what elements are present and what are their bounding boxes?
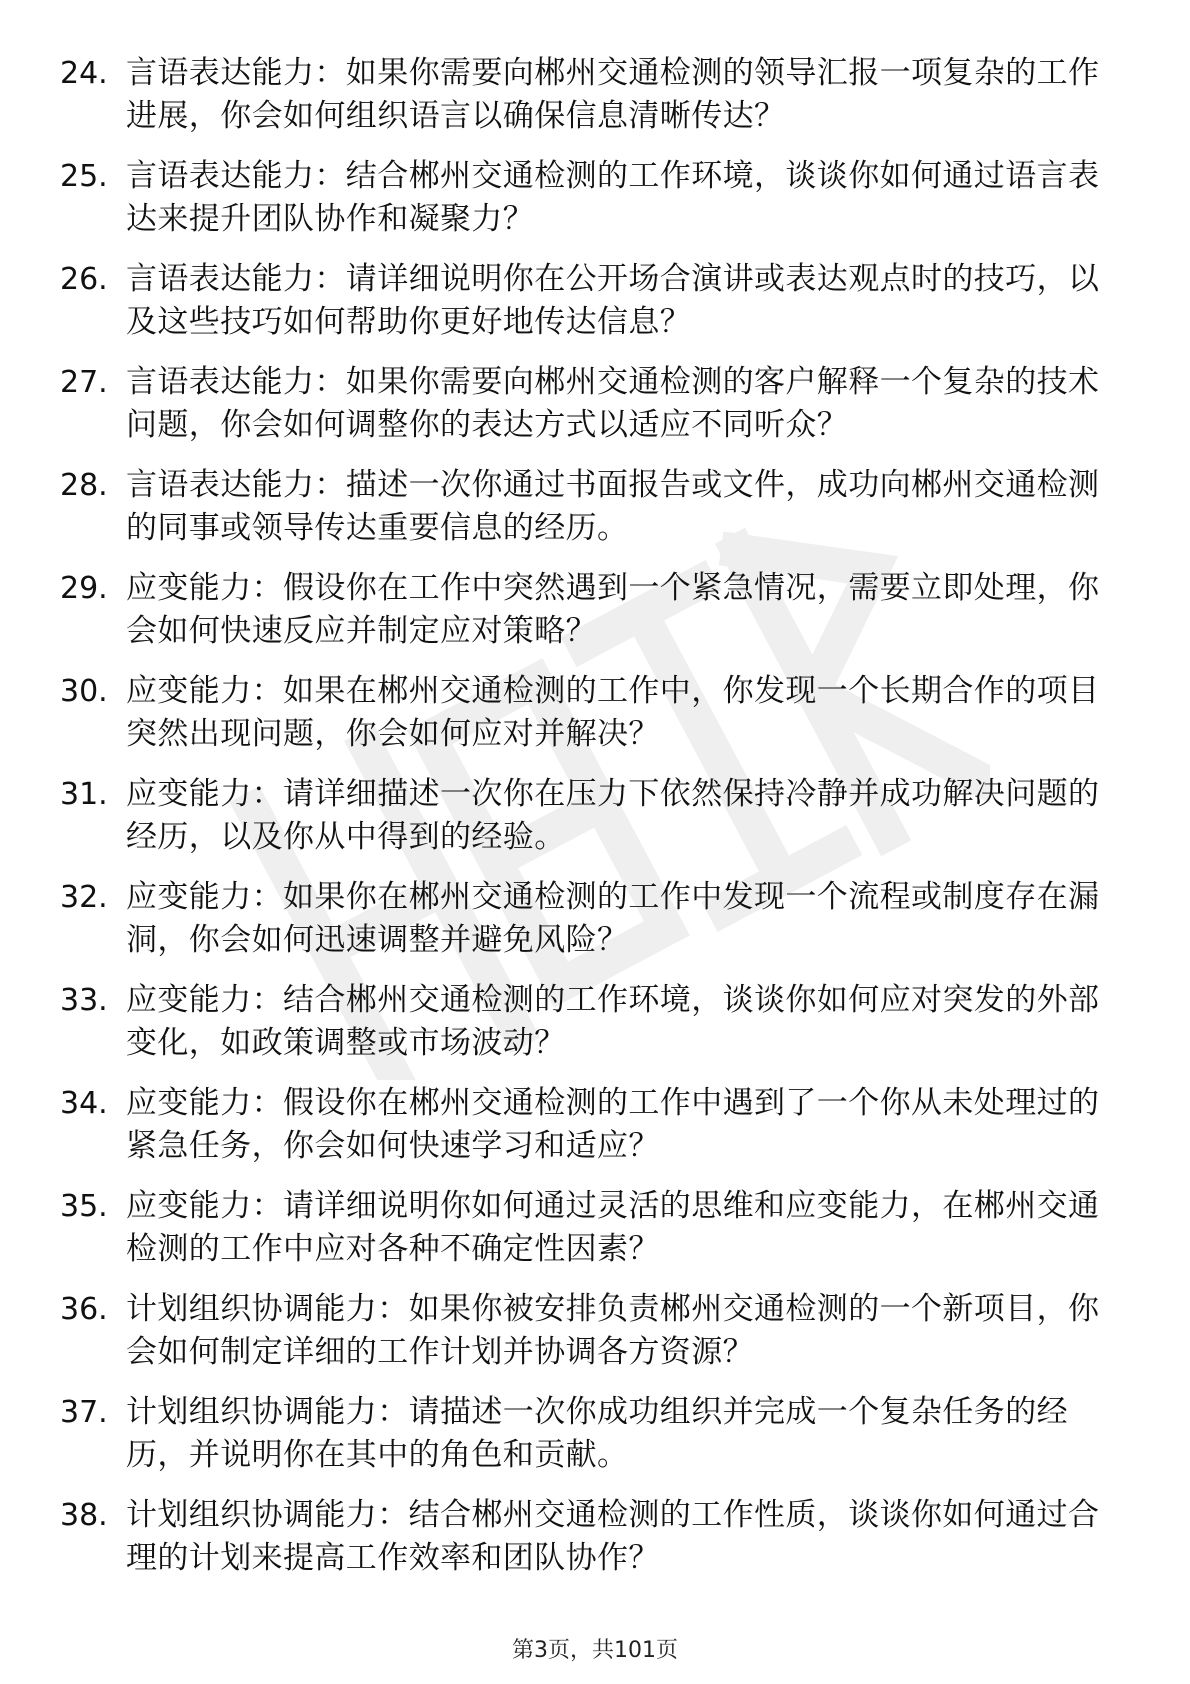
question-number: 30. [60, 674, 108, 709]
question-number: 27. [60, 365, 108, 400]
question-number: 33. [60, 983, 108, 1018]
question-number: 25. [60, 159, 108, 194]
question-item [60, 1082, 1130, 1185]
question-number: 36. [60, 1292, 108, 1327]
question-number: 35. [60, 1189, 108, 1224]
page-footer: 第3页，共101页 [512, 1638, 678, 1663]
question-number: 24. [60, 56, 108, 91]
question-item [60, 258, 1130, 361]
question-text: 言语表达能力：结合郴州交通检测的工作环境，谈谈你如何通过语言表达来提升团队协作和凝聚力？ [126, 158, 1100, 237]
question-text: 计划组织协调能力：如果你被安排负责郴州交通检测的一个新项目，你会如何制定详细的工作计划并协调各方资源？ [126, 1291, 1100, 1370]
question-item [60, 52, 1130, 155]
question-number: 34. [60, 1086, 108, 1121]
question-text: 应变能力：如果你在郴州交通检测的工作中发现一个流程或制度存在漏洞，你会如何迅速调整并避免风险？ [126, 879, 1100, 958]
question-text: 应变能力：请详细说明你如何通过灵活的思维和应变能力，在郴州交通检测的工作中应对各种不确定性因素？ [126, 1188, 1100, 1267]
question-number: 28. [60, 468, 108, 503]
question-list [60, 52, 1130, 1597]
question-item [60, 1185, 1130, 1288]
question-text: 言语表达能力：描述一次你通过书面报告或文件，成功向郴州交通检测的同事或领导传达重要信息的经历。 [126, 467, 1100, 546]
question-number: 29. [60, 571, 108, 606]
question-number: 37. [60, 1395, 108, 1430]
question-text: 言语表达能力：如果你需要向郴州交通检测的客户解释一个复杂的技术问题，你会如何调整你的表达方式以适应不同听众？ [126, 364, 1100, 443]
question-item [60, 1288, 1130, 1391]
question-text: 计划组织协调能力：结合郴州交通检测的工作性质，谈谈你如何通过合理的计划来提高工作效率和团队协作？ [126, 1497, 1100, 1576]
question-text: 应变能力：如果在郴州交通检测的工作中，你发现一个长期合作的项目突然出现问题，你会如何应对并解决？ [126, 673, 1100, 752]
question-text: 应变能力：请详细描述一次你在压力下依然保持冷静并成功解决问题的经历，以及你从中得到的经验。 [126, 776, 1100, 855]
question-text: 言语表达能力：如果你需要向郴州交通检测的领导汇报一项复杂的工作进展，你会如何组织语言以确保信息清晰传达？ [126, 55, 1100, 134]
question-item [60, 567, 1130, 670]
question-item [60, 670, 1130, 773]
question-item [60, 155, 1130, 258]
question-text: 言语表达能力：请详细说明你在公开场合演讲或表达观点时的技巧，以及这些技巧如何帮助你更好地传达信息？ [126, 261, 1100, 340]
question-number: 26. [60, 262, 108, 297]
question-text: 计划组织协调能力：请描述一次你成功组织并完成一个复杂任务的经历，并说明你在其中的角色和贡献。 [126, 1394, 1068, 1473]
question-item [60, 979, 1130, 1082]
question-text: 应变能力：假设你在工作中突然遇到一个紧急情况，需要立即处理，你会如何快速反应并制定应对策略？ [126, 570, 1100, 649]
question-item [60, 1494, 1130, 1597]
question-item [60, 876, 1130, 979]
question-item [60, 1391, 1130, 1494]
question-item [60, 464, 1130, 567]
question-number: 38. [60, 1498, 108, 1533]
question-number: 32. [60, 880, 108, 915]
question-text: 应变能力：假设你在郴州交通检测的工作中遇到了一个你从未处理过的紧急任务，你会如何快速学习和适应？ [126, 1085, 1100, 1164]
question-text: 应变能力：结合郴州交通检测的工作环境，谈谈你如何应对突发的外部变化，如政策调整或市场波动？ [126, 982, 1100, 1061]
question-item [60, 773, 1130, 876]
question-number: 31. [60, 777, 108, 812]
question-item [60, 361, 1130, 464]
